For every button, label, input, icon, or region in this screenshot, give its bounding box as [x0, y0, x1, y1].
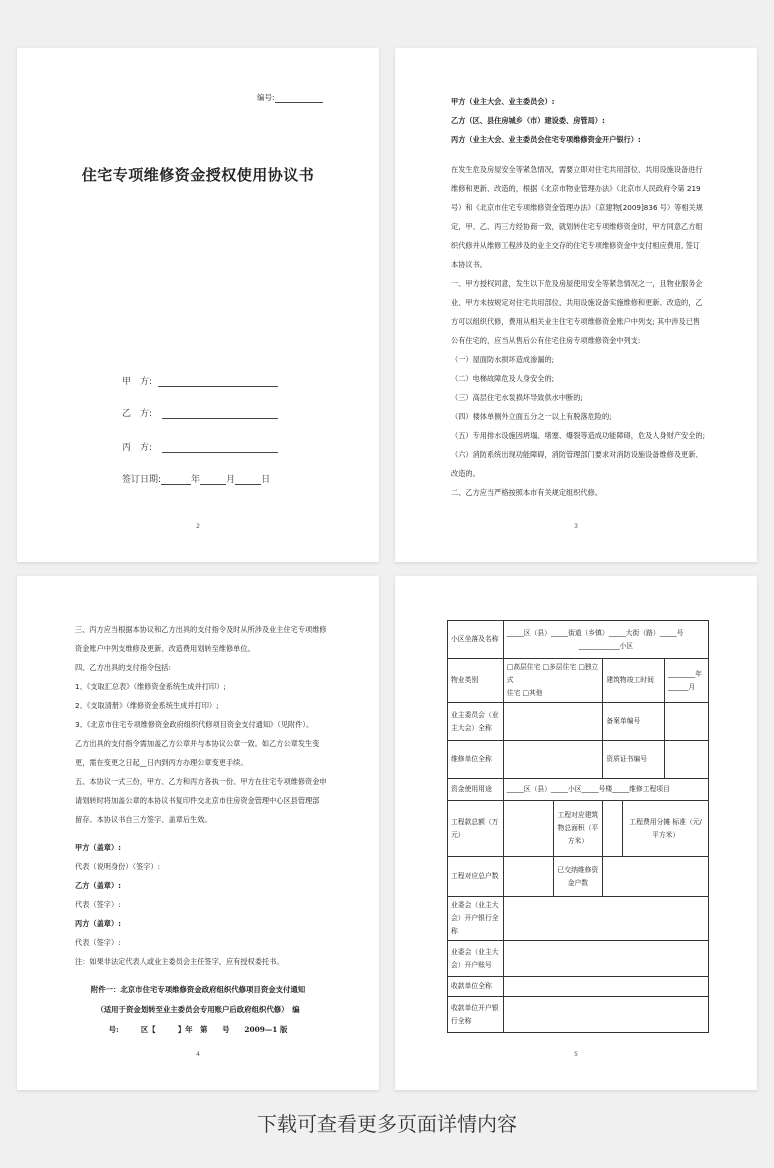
sig-line: 丙方（盖章）:: [75, 919, 121, 928]
appendix-heading: [17, 980, 379, 1040]
cost-share-label: 工程费用分摊 标准（元/平方米）: [623, 801, 709, 857]
body-line: （六）消防系统出现功能障碍，消防管理部门要求对消防设施设备维修及更新、: [451, 450, 703, 459]
body-line: 本协议书。: [451, 260, 487, 269]
location-line-1: _____区（县）_____街道（乡镇）_____大街（路）_____号: [506, 628, 684, 637]
clause-line: 资金账户中列支维修及更新、改造费用划转至维修单位。: [75, 644, 255, 653]
payment-notice-form: [447, 620, 709, 1033]
sig-line: 代表（说明身份）（签字）:: [75, 862, 161, 871]
appendix-subtitle: （适用于资金划转至业主委员会专用账户后政府组织代修） 编: [96, 1005, 300, 1014]
page-3: [395, 48, 757, 562]
property-type-label: 物业类别: [448, 659, 504, 703]
document-title: 住宅专项维修资金授权使用协议书: [81, 166, 315, 184]
total-area-label: 工程对应建筑物总面积（平方米）: [553, 801, 603, 857]
clause-line: 留存。本协议书自三方签字、盖章后生效。: [75, 815, 212, 824]
certificate-number-label: 资质证书编号: [603, 741, 665, 779]
party-b-line: [162, 418, 278, 419]
property-options-line-2: 住宅 □其他: [506, 689, 543, 697]
payee-name-value[interactable]: [503, 977, 708, 997]
clause-line: 三、丙方应当根据本协议和乙方出具的支付指令及时从所涉及业主住宅专项维修: [75, 625, 327, 634]
page-5: [395, 576, 757, 1090]
body-line: 改造的。: [451, 469, 480, 478]
signature-block: [75, 838, 337, 971]
page-2: [17, 48, 379, 562]
location-value[interactable]: [503, 621, 708, 659]
total-amount-label: 工程款总额（万元）: [448, 801, 504, 857]
location-line-2: ____________小区: [578, 641, 634, 650]
body-line: 维修和更新、改造的，根据《北京市物业管理办法》（北京市人民政府令第 219: [451, 184, 701, 193]
party-b-label: 乙 方:: [122, 409, 153, 419]
clause-line: 五、本协议一式三份，甲方、乙方和丙方各执一份。甲方在住宅专项维修资金申: [75, 777, 327, 786]
sign-date-row: [122, 472, 270, 485]
day-line: [235, 484, 261, 485]
sign-date-label: 签订日期:: [122, 475, 162, 485]
clause-line: 2、《支取清册》（维修资金系统生成并打印）;: [75, 701, 219, 710]
body-line: 一、甲方授权同意，发生以下危及房屋使用安全等紧急情况之一，且物业服务企: [451, 279, 703, 288]
party-c-line: [162, 452, 278, 453]
year-line: [161, 484, 191, 485]
party-a-label: 甲 方:: [122, 377, 153, 387]
body-line: 在发生危及房屋安全等紧急情况，需要立即对住宅共用部位、共用设施设备进行: [451, 165, 703, 174]
page-number: 4: [196, 1051, 200, 1058]
body-line: 号）和《北京市住宅专项维修资金管理办法》（京建物[2009]836 号）等相关规: [451, 203, 703, 212]
property-options-line-1: □高层住宅 □多层住宅 □独立式: [506, 663, 599, 684]
completion-time-value[interactable]: ________年______月: [665, 659, 709, 703]
bank-account-value[interactable]: [503, 941, 708, 977]
agreement-body: [451, 160, 709, 502]
sig-line: 甲方（盖章）:: [75, 843, 121, 852]
filing-number-label: 备案单编号: [603, 703, 665, 741]
payee-bank-value[interactable]: [503, 997, 708, 1033]
appendix-number-line: 号: 区【 】年 第 号 2009—1 版: [108, 1025, 288, 1034]
total-households-value[interactable]: [503, 857, 553, 897]
sig-line: 乙方（盖章）:: [75, 881, 121, 890]
clause-line: 乙方出具的支付指令需加盖乙方公章并与本协议公章一致。如乙方公章发生变: [75, 739, 320, 748]
parties-header: [451, 92, 709, 149]
sig-line: 注：如果非法定代表人或业主委员会主任签字，应有授权委托书。: [75, 957, 284, 966]
page-4: [17, 576, 379, 1090]
total-amount-value[interactable]: [503, 801, 553, 857]
page-number: 5: [574, 1051, 578, 1058]
header-line: 乙方（区、县住房城乡（市）建设委、房管局）:: [451, 116, 605, 125]
page-number: 3: [574, 523, 578, 530]
total-area-value[interactable]: [603, 801, 623, 857]
body-line: 定，甲、乙、丙三方经协商一致，就划转住宅专项维修资金时，甲方同意乙方组: [451, 222, 703, 231]
day-label: 日: [261, 475, 271, 485]
body-line: （三）高层住宅水泵损坏导致供水中断的;: [451, 393, 583, 402]
party-a-line: [158, 386, 278, 387]
body-line: 二、乙方应当严格按照本市有关规定组织代修。: [451, 488, 602, 497]
total-households-label: 工程对应总户数: [448, 857, 504, 897]
clause-line: 请划转时将加盖公章的本协议书复印件交北京市住房资金管理中心区县管理部: [75, 796, 320, 805]
bank-name-value[interactable]: [503, 897, 708, 941]
repair-unit-value[interactable]: [503, 741, 603, 779]
body-line: （一）屋面防水损坏造成渗漏的;: [451, 355, 555, 364]
committee-name-label: 业主委员会（业主大会）全称: [448, 703, 504, 741]
location-label: 小区坐落及名称: [448, 621, 504, 659]
filing-number-value[interactable]: [665, 703, 709, 741]
fund-usage-value[interactable]: _____区（县）_____小区_____号楼_____维修工程项目: [503, 779, 708, 801]
sig-line: 代表（签字）:: [75, 900, 121, 909]
paid-households-label: 已交纳维修资金户数: [553, 857, 603, 897]
month-line: [200, 484, 226, 485]
body-line: 业、甲方未按规定对住宅共用部位、共用设施设备实施维修和更新、改造的，乙: [451, 298, 703, 307]
committee-name-value[interactable]: [503, 703, 603, 741]
number-line: [275, 102, 323, 103]
fund-usage-label: 资金使用用途: [448, 779, 504, 801]
party-c-label: 丙 方:: [122, 443, 153, 453]
number-field: [257, 92, 323, 103]
body-line: （四）楼体单侧外立面五分之一以上有脱落危险的;: [451, 412, 612, 421]
month-label: 月: [226, 475, 236, 485]
appendix-title: 附件一：北京市住宅专项维修资金政府组织代修项目资金支付通知: [90, 985, 306, 994]
header-line: 丙方（业主大会、业主委员会住宅专项维修资金开户银行）:: [451, 135, 641, 144]
number-label: 编号:: [257, 93, 275, 102]
clause-line: 1、《支取汇总表》（维修资金系统生成并打印）;: [75, 682, 226, 691]
agreement-clauses: [75, 620, 337, 829]
body-line: 方可以组织代修，费用从相关业主住宅专项维修资金账户中列支; 其中涉及已售: [451, 317, 701, 326]
completion-time-label: 建筑物竣工时间: [603, 659, 665, 703]
bank-name-label: 业委会（业主大会）开户银行全称: [448, 897, 504, 941]
header-line: 甲方（业主大会、业主委员会）:: [451, 97, 555, 106]
bank-account-label: 业委会（业主大会）开户账号: [448, 941, 504, 977]
property-type-options[interactable]: [503, 659, 603, 703]
sig-line: 代表（签字）:: [75, 938, 121, 947]
repair-unit-label: 维修单位全称: [448, 741, 504, 779]
payee-name-label: 收款单位全称: [448, 977, 504, 997]
body-line: （二）电梯故障危及人身安全的;: [451, 374, 555, 383]
paid-households-value[interactable]: [603, 857, 709, 897]
certificate-number-value[interactable]: [665, 741, 709, 779]
body-line: （五）专用排水设施因坍塌、堵塞、爆裂等造成功能障碍，危及人身财产安全的;: [451, 431, 705, 440]
body-line: 公有住宅的，应当从售后公有住宅住房专项维修资金中列支:: [451, 336, 641, 345]
year-label: 年: [191, 475, 201, 485]
party-b-row: [122, 406, 278, 419]
body-line: 织代修并从维修工程涉及的业主交存的住宅专项维修资金中支付相应费用, 签订: [451, 241, 700, 250]
clause-line: 3、《北京市住宅专项维修资金政府组织代修项目资金支付通知》（见附件）。: [75, 720, 314, 729]
clause-line: 四、乙方出具的支付指令包括:: [75, 663, 171, 672]
clause-line: 更，需在变更之日起__日内到丙方办理公章变更手续。: [75, 758, 248, 767]
page-number: 2: [196, 523, 200, 530]
download-more-caption: 下载可查看更多页面详情内容: [257, 1112, 517, 1136]
party-c-row: [122, 440, 278, 453]
payee-bank-label: 收款单位开户银行全称: [448, 997, 504, 1033]
party-a-row: [122, 374, 278, 387]
